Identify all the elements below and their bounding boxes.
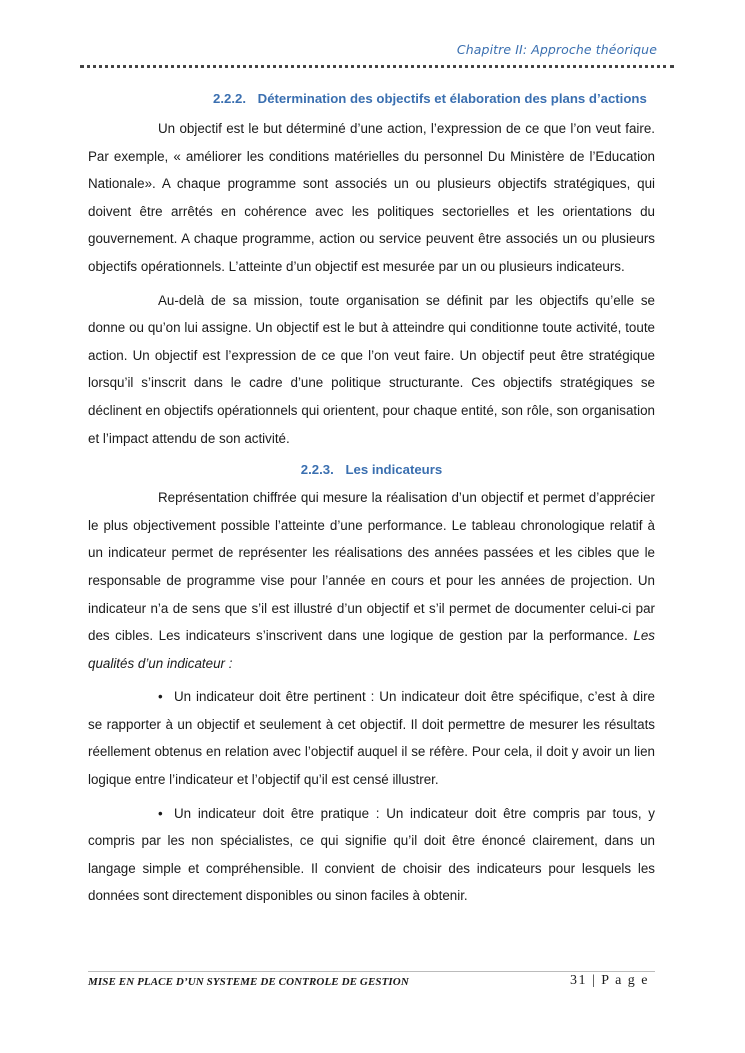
list-item (88, 800, 655, 910)
section-number: 2.2.3. (300, 462, 334, 478)
paragraph: Au-delà de sa mission, toute organisation se définit par les objectifs qu’elle se donne ou qu’on lui assigne. Un objectif est le but à atteindre qui conditionne toute activité, toute action. Un objectif est l’expression de ce que l’on veut faire. Un objectif peut être stratégique lorsqu’il s’inscrit dans le cadre d’une politique structurante. Ces objectifs stratégiques se déclinent en objectifs opérationnels qui orientent, pour chaque entité, son rôle, son organisation et l’impact attendu de son activité. (88, 292, 655, 446)
paragraph-indicators (88, 484, 655, 677)
page-separator: | (591, 973, 597, 988)
page-number-block (570, 973, 649, 989)
list-item-text: Un indicateur doit être pratique : Un indicateur doit être compris par tous, y compris par les non spécialistes, ce qui signifie qu’il doit être énoncé clairement, dans un langage simple et compréhensible. Il convient de choisir des indicateurs pour lesquels les données sont directement disponibles ou sinon faciles à obtenir. (88, 805, 655, 904)
page-number: 31 (569, 973, 587, 988)
bullet-icon: • (158, 805, 163, 821)
section-heading-2-2-3 (88, 458, 655, 482)
header-divider (80, 65, 674, 68)
paragraph: Un objectif est le but déterminé d’une action, l’expression de ce que l’on veut faire. Par exemple, « améliorer les conditions matérielles du personnel Du Ministère de l’Education Nationale». A chaque programme sont associés un ou plusieurs objectifs stratégiques, qui doivent être arrêtés en cohérence avec les politiques sectorielles et les orientations du gouvernement. A chaque programme, action ou service peuvent être associés un ou plusieurs objectifs opérationnels. L’atteinte d’un objectif est mesurée par un ou plusieurs indicateurs. (88, 121, 655, 274)
paragraph-text: Représentation chiffrée qui mesure la réalisation d’un objectif et permet d’apprécier le plus objectivement possible l’atteinte d’une performance. Le tableau chronologique relatif à un indicateur permet de représenter les réalisations des années passées et les cibles que le responsable de programme vise pour l’année en cours et pour les années de projection. Un indicateur n’a de sens que s’il est illustré d’un objectif et s’il permet de documenter celui-ci par des cibles. Les indicateurs s’inscrivent dans une logique de gestion par la performance. (88, 490, 655, 644)
list-item-text: Un indicateur doit être pertinent : Un indicateur doit être spécifique, c’est à dire se rapporter à un objectif et seulement à cet objectif. Il doit permettre de mesurer les résultats réellement obtenus en relation avec l’objectif auquel il se réfère. Pour cela, il doit y avoir un lien logique entre l’indicateur et l’objectif qu’il est censé illustrer. (88, 689, 655, 788)
footer-document-title: MISE EN PLACE D’UN SYSTEME DE CONTROLE DE GESTION (88, 976, 409, 988)
list-item (88, 683, 655, 793)
page-label: P a g e (601, 973, 649, 988)
section-title: Les indicateurs (345, 462, 443, 478)
running-header: Chapitre II: Approche théorique (456, 42, 657, 57)
qualities-lead-in: Les qualités d’un indicateur : (88, 628, 655, 671)
section-heading-2-2-2 (88, 87, 655, 111)
bullet-icon: • (158, 689, 163, 705)
footer-divider (88, 971, 655, 972)
section-title: Détermination des objectifs et élaboration des plans d’actions (257, 91, 647, 106)
page-body (88, 87, 655, 916)
section-number: 2.2.2. (213, 91, 246, 106)
